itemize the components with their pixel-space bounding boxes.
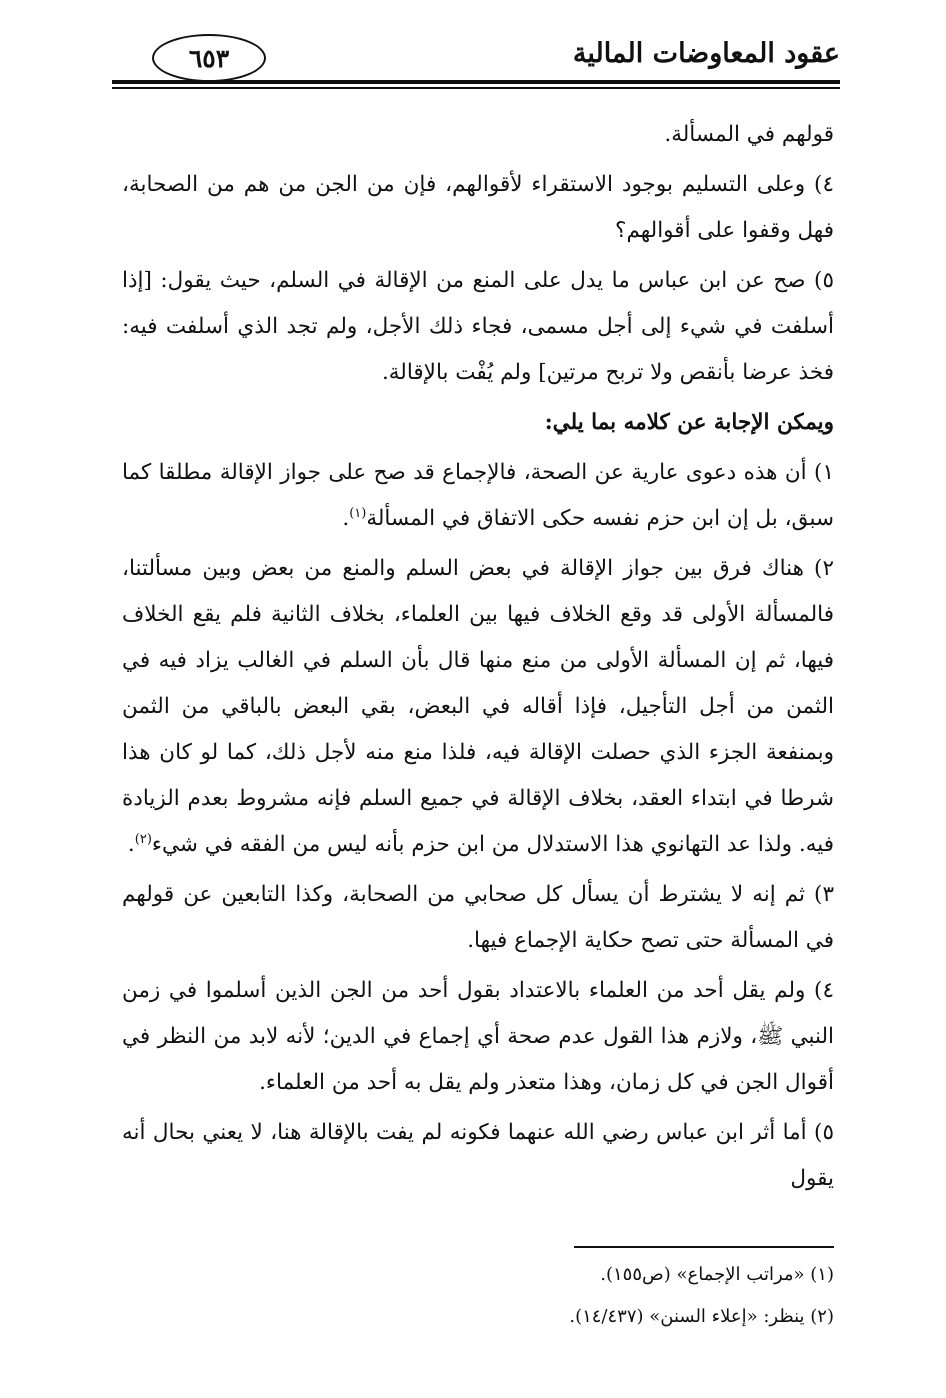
header-rule-thin bbox=[112, 87, 840, 89]
page-number: ٦٥٣ bbox=[188, 43, 230, 73]
paragraph-answer-4: ٤) ولم يقل أحد من العلماء بالاعتداد بقول أحد من الجن الذين أسلموا في زمن النبي ﷺ، ولازم هذا القول عدم صحة أي إجماع في الدين؛ لأنه لابد من النظر في أقوال الجن في كل زمان، وهذا متعذر ولم يقل به أحد من العلماء. bbox=[122, 978, 834, 1095]
answer-1-end: . bbox=[342, 506, 350, 531]
paragraph-point-5: ٥) صح عن ابن عباس ما يدل على المنع من الإقالة في السلم، حيث يقول: [إذا أسلفت في شيء إلى أجل مسمى، فجاء ذلك الأجل، ولم تجد الذي أسلفت فيه: فخذ عرضا بأنقص ولا تربح مرتين] ولم يُفْت بالإقالة. bbox=[122, 268, 834, 385]
answer-2-text: ٢) هناك فرق بين جواز الإقالة في بعض السلم والمنع من بعض وبين مسألتنا، فالمسألة الأولى قد وقع الخلاف فيها بين العلماء، بخلاف الثانية فلم يقع الخلاف فيها، ثم إن المسألة الأولى من منع منها قال بأن السلم في الغالب يزاد فيه في الثمن من أجل التأجيل، فإذا أقاله في البعض، بقي البعض بالباقي من الثمن وبمنفعة الجزء الذي حصلت الإقالة فيه، فلذا منع منه لأجل ذلك، كما لو كان هذا شرطا في ابتداء العقد، بخلاف الإقالة في جميع السلم فإنه مشروط بعدم الزيادة فيه. ولذا عد التهانوي هذا الاستدلال من ابن حزم بأنه ليس من الفقه في شيء bbox=[122, 556, 834, 857]
footnote-separator bbox=[574, 1246, 834, 1248]
footnote-2: (٢) ينظر: «إعلاء السنن» (١٤/٤٣٧). bbox=[569, 1306, 834, 1327]
footnote-list bbox=[122, 1248, 834, 1338]
answer-1-text: ١) أن هذه دعوى عارية عن الصحة، فالإجماع قد صح على جواز الإقالة مطلقا كما سبق، بل إن ابن حزم نفسه حكى الاتفاق في المسألة bbox=[122, 460, 834, 531]
page-number-oval bbox=[152, 34, 266, 82]
paragraph-answer-3: ٣) ثم إنه لا يشترط أن يسأل كل صحابي من الصحابة، وكذا التابعين عن قولهم في المسألة حتى تصح حكاية الإجماع فيها. bbox=[122, 882, 834, 953]
main-text bbox=[122, 112, 834, 1206]
footnote-ref-2: (٢) bbox=[134, 831, 152, 847]
section-heading: ويمكن الإجابة عن كلامه بما يلي: bbox=[544, 410, 834, 435]
paragraph-answer-5: ٥) أما أثر ابن عباس رضي الله عنهما فكونه لم يفت بالإقالة هنا، لا يعني بحال أنه يقول bbox=[122, 1120, 834, 1191]
footnote-1: (١) «مراتب الإجماع» (ص١٥٥). bbox=[600, 1264, 834, 1285]
paragraph-answer-2 bbox=[122, 546, 834, 868]
page-header bbox=[112, 34, 840, 90]
answer-2-end: . bbox=[127, 832, 135, 857]
running-title: عقود المعاوضات المالية bbox=[572, 38, 840, 69]
paragraph-point-4: ٤) وعلى التسليم بوجود الاستقراء لأقوالهم، فإن من الجن من هم من الصحابة، فهل وقفوا على أقوالهم؟ bbox=[122, 172, 834, 243]
paragraph-continuation: قولهم في المسألة. bbox=[664, 122, 834, 147]
footnotes bbox=[122, 1248, 834, 1338]
footnote-ref-1: (١) bbox=[349, 505, 367, 521]
paragraph-answer-1 bbox=[122, 450, 834, 542]
